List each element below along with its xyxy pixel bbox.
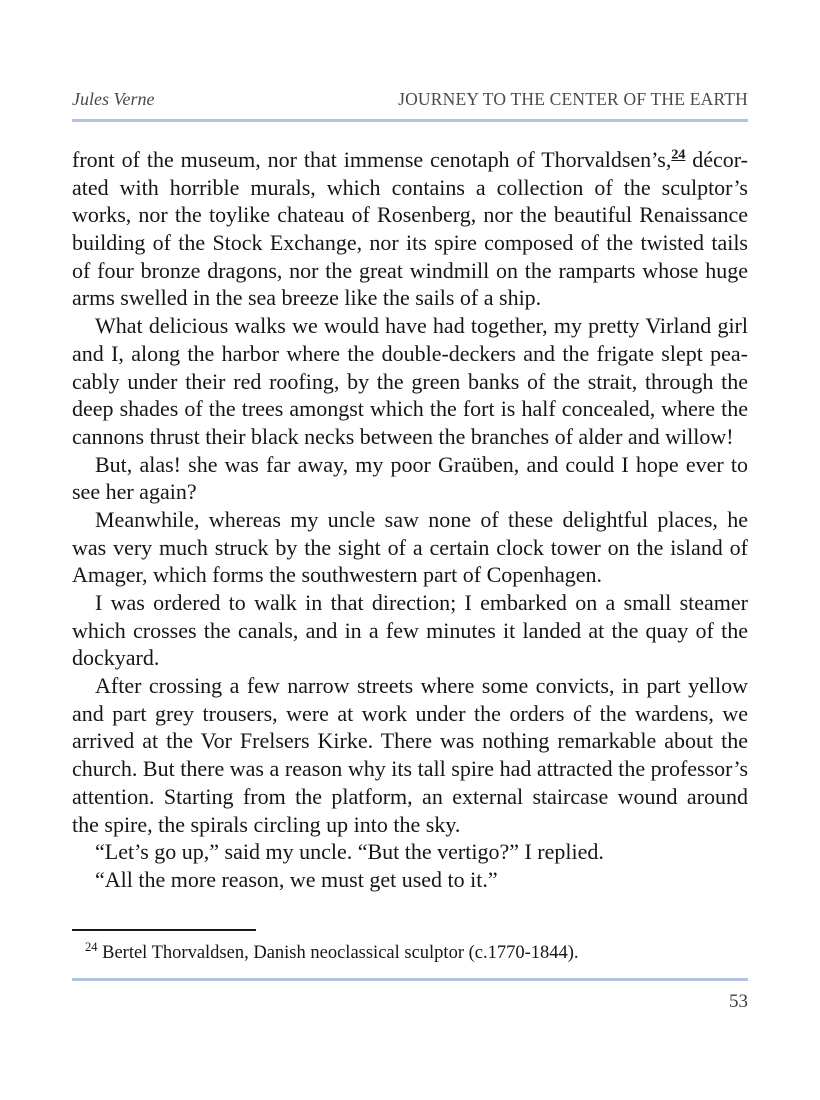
footnote-line: $^{24}$ Bertel Thorvaldsen, Danish neoclassical sculptor (c.1770-1844). bbox=[85, 939, 579, 963]
text-line: I was ordered to walk in that direction; I embarked on a small steamer bbox=[95, 590, 748, 615]
text-line: After crossing a few narrow streets where some convicts, in part yellow bbox=[95, 673, 748, 699]
text-line: of four bronze dragons, nor the great windmill on the ramparts whose huge bbox=[72, 257, 748, 283]
text-line: But, alas! she was far away, my poor Graüben, and could I hope ever to bbox=[95, 451, 748, 477]
running-header-author: Jules Verne bbox=[72, 89, 155, 109]
footnote-separator bbox=[72, 929, 256, 931]
page-body bbox=[72, 146, 748, 894]
text-line: attention. Starting from the platform, an external staircase wound around bbox=[72, 783, 748, 809]
text-line: ated with horrible murals, which contains a collection of the sculptor’s bbox=[72, 174, 748, 200]
text-line: church. But there was a reason why its tall spire had attracted the professor’s bbox=[72, 756, 748, 782]
text-line: cannons thrust their black necks between the branches of alder and willow! bbox=[72, 423, 734, 449]
text-line: front of the museum, nor that immense cenotaph of Thorvaldsen’s,$^{24}$ décor- bbox=[72, 147, 748, 172]
paragraph bbox=[72, 589, 748, 672]
text-line: Amager, which forms the southwestern part of Copenhagen. bbox=[72, 562, 603, 588]
text-line: deep shades of the trees amongst which the fort is half concealed, where the bbox=[72, 396, 748, 422]
text-line: arms swelled in the sea breeze like the sails of a ship. bbox=[72, 285, 542, 311]
text-line: the spire, the spirals circling up into the sky. bbox=[72, 811, 461, 837]
footer-rule bbox=[72, 978, 748, 981]
text-line: “All the more reason, we must get used to it.” bbox=[95, 866, 498, 892]
text-line: dockyard. bbox=[72, 645, 160, 671]
footnote-ref-link[interactable]: 24 bbox=[671, 147, 686, 163]
running-header-title: JOURNEY TO THE CENTER OF THE EARTH bbox=[398, 89, 748, 109]
text-line: was very much struck by the sight of a certain clock tower on the island of bbox=[72, 534, 748, 560]
paragraph bbox=[72, 451, 748, 506]
text-line: Meanwhile, whereas my uncle saw none of these delightful places, he bbox=[95, 506, 748, 532]
text-line: and part grey trousers, were at work under the orders of the wardens, we bbox=[72, 700, 748, 726]
text-line: What delicious walks we would have had together, my pretty Virland girl bbox=[95, 313, 748, 339]
text-line: cably under their red roofing, by the green banks of the strait, through the bbox=[72, 368, 748, 394]
page-number: 53 bbox=[729, 991, 748, 1012]
text-line: works, nor the toylike chateau of Rosenberg, nor the beautiful Renaissance bbox=[72, 202, 748, 228]
paragraph bbox=[72, 838, 748, 866]
paragraph bbox=[72, 146, 748, 312]
text-line: “Let’s go up,” said my uncle. “But the vertigo?” I replied. bbox=[95, 839, 604, 865]
paragraph bbox=[72, 506, 748, 589]
text-line: see her again? bbox=[72, 479, 197, 505]
text-line: arrived at the Vor Frelsers Kirke. There was nothing remarkable about the bbox=[72, 728, 748, 754]
footnote bbox=[72, 941, 748, 965]
text-line: building of the Stock Exchange, nor its spire composed of the twisted tails bbox=[72, 230, 748, 256]
text-line: which crosses the canals, and in a few minutes it landed at the quay of the bbox=[72, 617, 748, 643]
header-rule bbox=[72, 119, 748, 122]
page-header bbox=[72, 89, 748, 110]
paragraph bbox=[72, 672, 748, 838]
text-line: and I, along the harbor where the double-deckers and the frigate slept pea- bbox=[72, 340, 748, 366]
footnote-marker: 24 bbox=[85, 939, 98, 954]
paragraph bbox=[72, 312, 748, 450]
paragraph bbox=[72, 866, 748, 894]
